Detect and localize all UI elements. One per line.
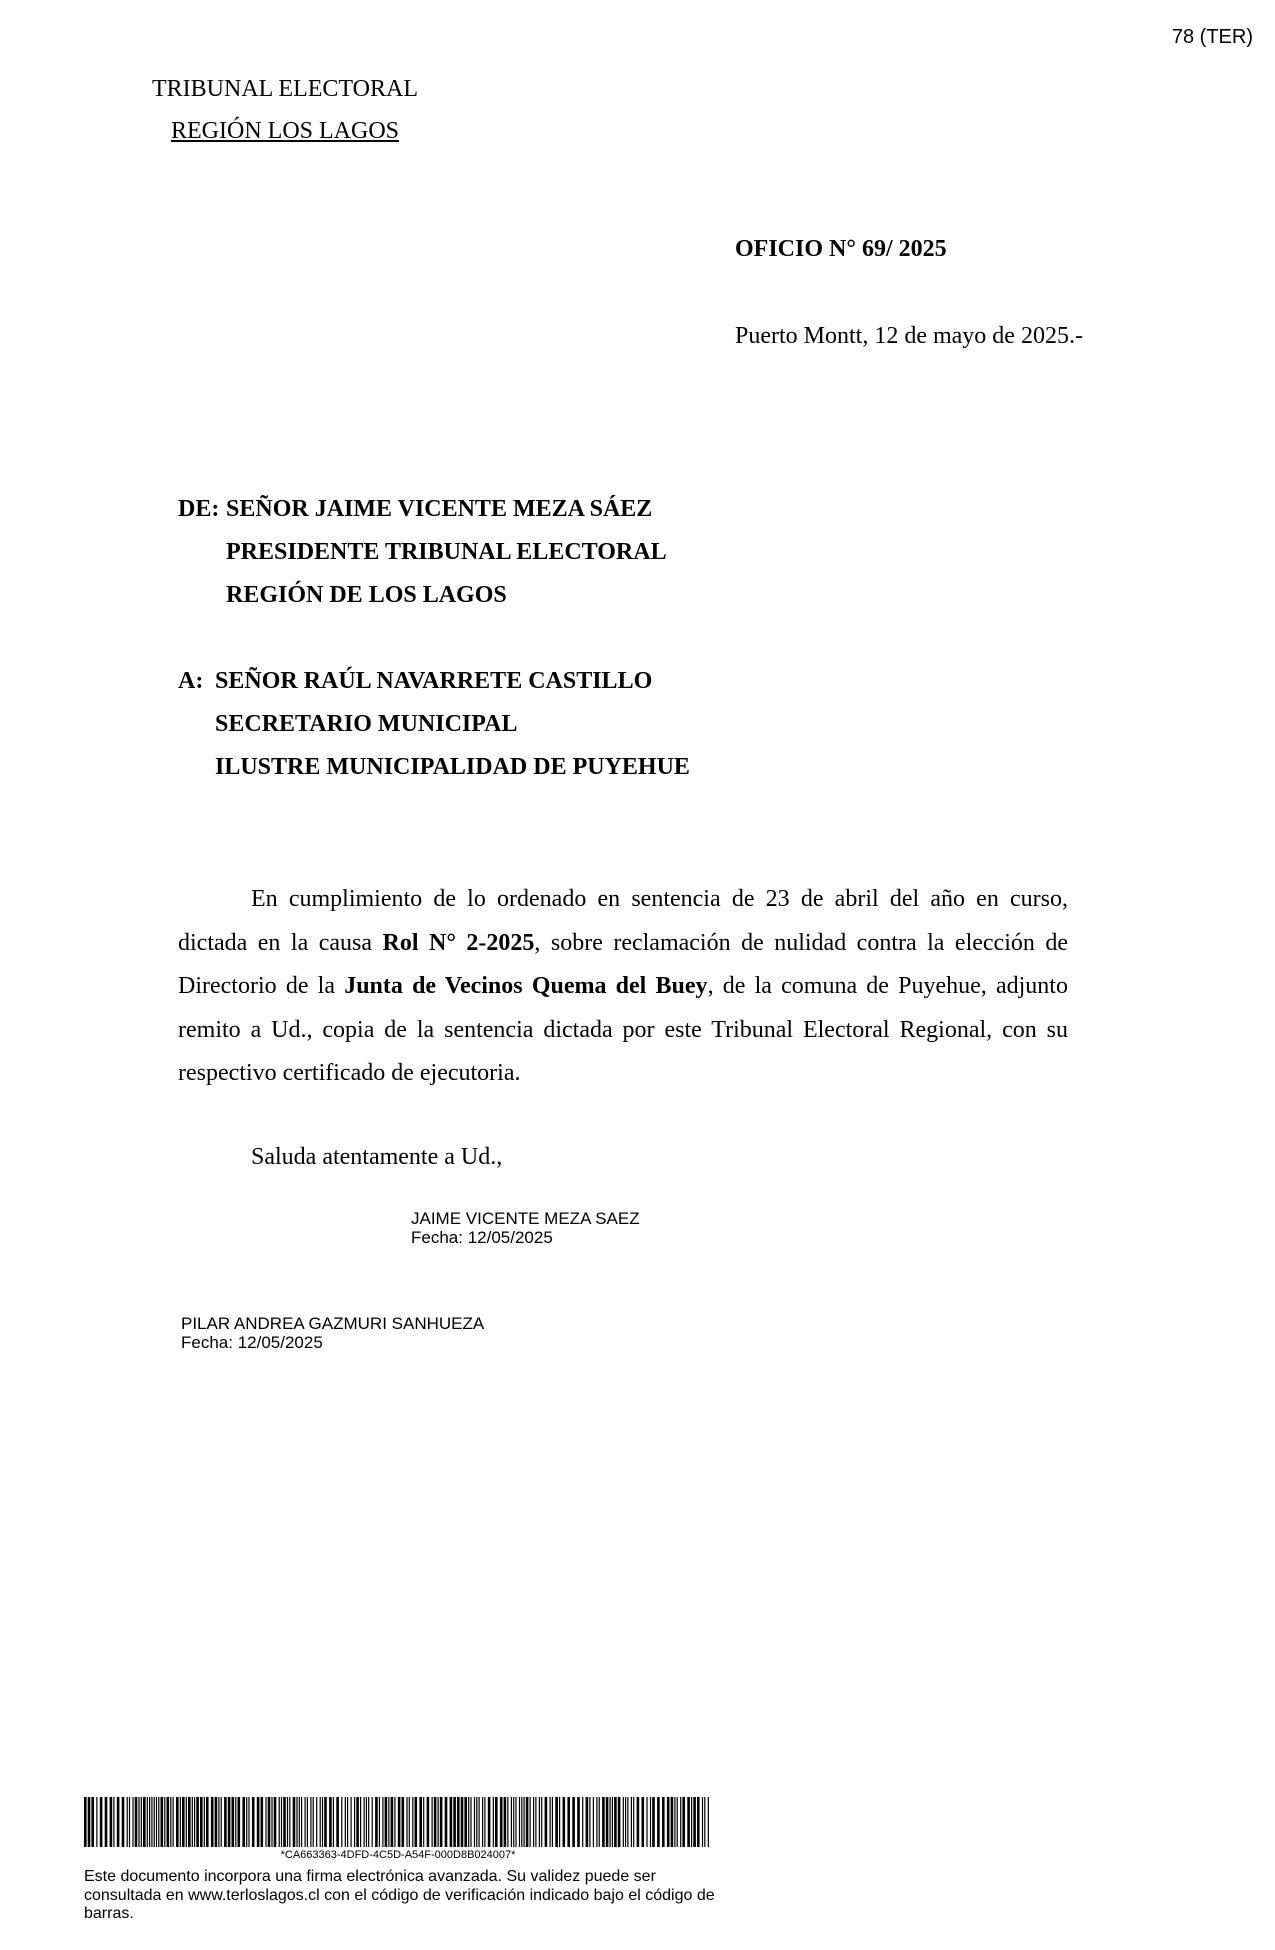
body-paragraph [178,878,1068,1096]
org-region: REGIÓN LOS LAGOS [171,118,399,144]
signature-2-name: PILAR ANDREA GAZMURI SANHUEZA [181,1314,485,1333]
signature-2 [181,1314,484,1352]
signature-2-date: Fecha: 12/05/2025 [181,1333,323,1352]
recipient-institution: ILUSTRE MUNICIPALIDAD DE PUYEHUE [215,754,690,780]
sender-name: SEÑOR JAIME VICENTE MEZA SÁEZ [226,496,653,522]
recipient-label: A: [178,668,204,694]
barcode [84,1797,712,1847]
body-text-3: , de la comuna de Puyehue, adjunto remito a Ud., copia de la sentencia dictada por este Tribunal Electoral Regional, con su respectivo certificado de ejecutoria. [178,973,1068,1086]
verification-note: Este documento incorpora una firma electrónica avanzada. Su validez puede ser consultada en www.terloslagos.cl con el código de verificación indicado bajo el código de barras. [84,1868,715,1922]
recipient-title: SECRETARIO MUNICIPAL [215,711,518,737]
case-number: Rol N° 2-2025 [382,929,535,956]
oficio-number: OFICIO N° 69/ 2025 [735,236,947,262]
page-number: 78 (TER) [1171,26,1253,48]
org-name: TRIBUNAL ELECTORAL [152,76,418,102]
barcode-code: *CA663363-4DFD-4C5D-A54F-000D8B024007* [280,1849,516,1861]
organization-name: Junta de Vecinos Quema del Buey [344,973,708,999]
place-date: Puerto Montt, 12 de mayo de 2025.- [735,323,1083,349]
closing-salutation: Saluda atentamente a Ud., [251,1144,503,1170]
signature-1-date: Fecha: 12/05/2025 [411,1228,553,1247]
body-text-1: En cumplimiento de lo ordenado en sentencia de 23 de abril del año en curso, dictada en la causa [178,886,1068,956]
signature-1-name: JAIME VICENTE MEZA SAEZ [411,1209,640,1228]
sender-label: DE: [178,496,220,522]
sender-title: PRESIDENTE TRIBUNAL ELECTORAL [226,539,667,565]
signature-1 [411,1209,640,1247]
sender-region: REGIÓN DE LOS LAGOS [226,582,507,608]
body-text-2: , sobre reclamación de nulidad contra la elección de Directorio de la [178,929,1069,999]
recipient-name: SEÑOR RAÚL NAVARRETE CASTILLO [215,668,653,694]
